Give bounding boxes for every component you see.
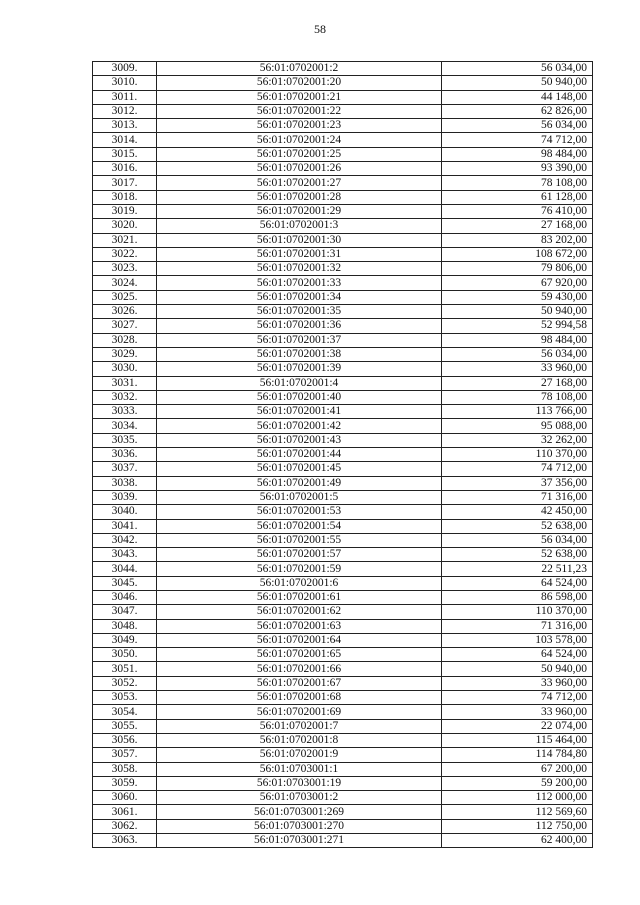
cadastral-number-cell: 56:01:0702001:49: [157, 476, 442, 490]
cadastral-number-cell: 56:01:0702001:3: [157, 219, 442, 233]
cadastral-value-cell: 78 108,00: [442, 176, 593, 190]
table-row: [93, 805, 593, 819]
cadastral-value-cell: 50 940,00: [442, 662, 593, 676]
cadastral-number-cell: 56:01:0702001:65: [157, 648, 442, 662]
cadastral-value-cell: 44 148,00: [442, 90, 593, 104]
cadastral-number-cell: 56:01:0702001:64: [157, 633, 442, 647]
table-row: [93, 633, 593, 647]
row-number-cell: 3011.: [93, 90, 157, 104]
cadastral-value-cell: 33 960,00: [442, 705, 593, 719]
cadastral-value-cell: 50 940,00: [442, 76, 593, 90]
row-number-cell: 3025.: [93, 290, 157, 304]
table-row: [93, 76, 593, 90]
cadastral-number-cell: 56:01:0702001:4: [157, 376, 442, 390]
row-number-cell: 3051.: [93, 662, 157, 676]
table-row: [93, 619, 593, 633]
cadastral-value-cell: 108 672,00: [442, 247, 593, 261]
row-number-cell: 3031.: [93, 376, 157, 390]
row-number-cell: 3026.: [93, 305, 157, 319]
table-row: [93, 505, 593, 519]
table-row: [93, 333, 593, 347]
cadastral-number-cell: 56:01:0702001:26: [157, 162, 442, 176]
cadastral-number-cell: 56:01:0702001:2: [157, 62, 442, 76]
row-number-cell: 3041.: [93, 519, 157, 533]
cadastral-number-cell: 56:01:0702001:44: [157, 448, 442, 462]
cadastral-number-cell: 56:01:0702001:61: [157, 590, 442, 604]
cadastral-value-cell: 59 430,00: [442, 290, 593, 304]
row-number-cell: 3010.: [93, 76, 157, 90]
row-number-cell: 3022.: [93, 247, 157, 261]
row-number-cell: 3016.: [93, 162, 157, 176]
cadastral-number-cell: 56:01:0702001:45: [157, 462, 442, 476]
cadastral-value-cell: 22 511,23: [442, 562, 593, 576]
row-number-cell: 3049.: [93, 633, 157, 647]
cadastral-value-cell: 42 450,00: [442, 505, 593, 519]
cadastral-number-cell: 56:01:0702001:57: [157, 548, 442, 562]
table-row: [93, 548, 593, 562]
table-row: [93, 519, 593, 533]
cadastral-number-cell: 56:01:0702001:7: [157, 719, 442, 733]
table-row: [93, 376, 593, 390]
table-row: [93, 305, 593, 319]
row-number-cell: 3027.: [93, 319, 157, 333]
cadastral-number-cell: 56:01:0702001:55: [157, 533, 442, 547]
cadastral-value-cell: 56 034,00: [442, 347, 593, 361]
table-row: [93, 733, 593, 747]
cadastral-value-cell: 83 202,00: [442, 233, 593, 247]
cadastral-value-cell: 64 524,00: [442, 648, 593, 662]
row-number-cell: 3060.: [93, 791, 157, 805]
cadastral-value-cell: 114 784,80: [442, 748, 593, 762]
table-row: [93, 90, 593, 104]
table-row: [93, 576, 593, 590]
table-row: [93, 176, 593, 190]
cadastral-value-cell: 56 034,00: [442, 533, 593, 547]
table-row: [93, 433, 593, 447]
table-row: [93, 247, 593, 261]
cadastral-value-cell: 93 390,00: [442, 162, 593, 176]
row-number-cell: 3061.: [93, 805, 157, 819]
row-number-cell: 3018.: [93, 190, 157, 204]
cadastral-value-cell: 115 464,00: [442, 733, 593, 747]
cadastral-number-cell: 56:01:0702001:43: [157, 433, 442, 447]
cadastral-value-cell: 62 826,00: [442, 104, 593, 118]
row-number-cell: 3058.: [93, 762, 157, 776]
table-row: [93, 262, 593, 276]
cadastral-value-cell: 103 578,00: [442, 633, 593, 647]
cadastral-number-cell: 56:01:0703001:19: [157, 776, 442, 790]
cadastral-value-cell: 64 524,00: [442, 576, 593, 590]
cadastral-number-cell: 56:01:0702001:69: [157, 705, 442, 719]
cadastral-value-cell: 52 638,00: [442, 519, 593, 533]
table-row: [93, 776, 593, 790]
cadastral-value-cell: 95 088,00: [442, 419, 593, 433]
cadastral-value-cell: 56 034,00: [442, 62, 593, 76]
table-row: [93, 562, 593, 576]
cadastral-value-cell: 76 410,00: [442, 204, 593, 218]
table-row: [93, 791, 593, 805]
table-row: [93, 319, 593, 333]
cadastral-number-cell: 56:01:0702001:38: [157, 347, 442, 361]
cadastral-number-cell: 56:01:0703001:269: [157, 805, 442, 819]
row-number-cell: 3047.: [93, 605, 157, 619]
cadastral-value-cell: 79 806,00: [442, 262, 593, 276]
cadastral-number-cell: 56:01:0703001:1: [157, 762, 442, 776]
cadastral-number-cell: 56:01:0702001:62: [157, 605, 442, 619]
cadastral-value-cell: 50 940,00: [442, 305, 593, 319]
cadastral-value-cell: 27 168,00: [442, 219, 593, 233]
cadastral-number-cell: 56:01:0702001:42: [157, 419, 442, 433]
cadastral-value-cell: 61 128,00: [442, 190, 593, 204]
cadastral-number-cell: 56:01:0702001:54: [157, 519, 442, 533]
row-number-cell: 3012.: [93, 104, 157, 118]
row-number-cell: 3017.: [93, 176, 157, 190]
table-row: [93, 347, 593, 361]
cadastral-number-cell: 56:01:0702001:6: [157, 576, 442, 590]
cadastral-value-cell: 67 920,00: [442, 276, 593, 290]
row-number-cell: 3014.: [93, 133, 157, 147]
row-number-cell: 3032.: [93, 390, 157, 404]
cadastral-number-cell: 56:01:0702001:24: [157, 133, 442, 147]
table-row: [93, 62, 593, 76]
row-number-cell: 3023.: [93, 262, 157, 276]
table-row: [93, 705, 593, 719]
row-number-cell: 3063.: [93, 834, 157, 848]
row-number-cell: 3029.: [93, 347, 157, 361]
cadastral-number-cell: 56:01:0702001:22: [157, 104, 442, 118]
cadastral-value-cell: 113 766,00: [442, 405, 593, 419]
cadastral-value-cell: 67 200,00: [442, 762, 593, 776]
table-row: [93, 390, 593, 404]
cadastral-number-cell: 56:01:0703001:271: [157, 834, 442, 848]
cadastral-number-cell: 56:01:0702001:33: [157, 276, 442, 290]
row-number-cell: 3043.: [93, 548, 157, 562]
table-row: [93, 190, 593, 204]
table-row: [93, 533, 593, 547]
cadastral-number-cell: 56:01:0702001:28: [157, 190, 442, 204]
cadastral-number-cell: 56:01:0702001:67: [157, 676, 442, 690]
cadastral-value-cell: 52 638,00: [442, 548, 593, 562]
table-row: [93, 448, 593, 462]
table-row: [93, 462, 593, 476]
cadastral-number-cell: 56:01:0702001:36: [157, 319, 442, 333]
cadastral-number-cell: 56:01:0702001:53: [157, 505, 442, 519]
table-row: [93, 362, 593, 376]
table-row: [93, 762, 593, 776]
table-row: [93, 748, 593, 762]
cadastral-value-cell: 62 400,00: [442, 834, 593, 848]
page-number: 58: [314, 22, 326, 36]
cadastral-number-cell: 56:01:0702001:20: [157, 76, 442, 90]
cadastral-number-cell: 56:01:0702001:25: [157, 147, 442, 161]
row-number-cell: 3053.: [93, 691, 157, 705]
cadastral-number-cell: 56:01:0702001:30: [157, 233, 442, 247]
cadastral-value-cell: 32 262,00: [442, 433, 593, 447]
cadastral-value-cell: 33 960,00: [442, 676, 593, 690]
cadastral-value-cell: 27 168,00: [442, 376, 593, 390]
cadastral-value-cell: 78 108,00: [442, 390, 593, 404]
table-row: [93, 290, 593, 304]
table-row: [93, 719, 593, 733]
cadastral-number-cell: 56:01:0702001:31: [157, 247, 442, 261]
cadastral-number-cell: 56:01:0702001:8: [157, 733, 442, 747]
row-number-cell: 3048.: [93, 619, 157, 633]
cadastral-value-cell: 110 370,00: [442, 448, 593, 462]
cadastral-value-cell: 74 712,00: [442, 462, 593, 476]
cadastral-value-table: [92, 61, 593, 848]
row-number-cell: 3037.: [93, 462, 157, 476]
row-number-cell: 3020.: [93, 219, 157, 233]
cadastral-value-cell: 56 034,00: [442, 119, 593, 133]
row-number-cell: 3033.: [93, 405, 157, 419]
cadastral-value-cell: 71 316,00: [442, 490, 593, 504]
cadastral-number-cell: 56:01:0702001:32: [157, 262, 442, 276]
cadastral-value-cell: 112 569,60: [442, 805, 593, 819]
row-number-cell: 3015.: [93, 147, 157, 161]
cadastral-number-cell: 56:01:0702001:40: [157, 390, 442, 404]
cadastral-number-cell: 56:01:0702001:29: [157, 204, 442, 218]
row-number-cell: 3054.: [93, 705, 157, 719]
table-row: [93, 147, 593, 161]
cadastral-value-cell: 86 598,00: [442, 590, 593, 604]
row-number-cell: 3056.: [93, 733, 157, 747]
cadastral-number-cell: 56:01:0702001:5: [157, 490, 442, 504]
cadastral-number-cell: 56:01:0702001:41: [157, 405, 442, 419]
cadastral-value-cell: 98 484,00: [442, 147, 593, 161]
cadastral-value-cell: 112 000,00: [442, 791, 593, 805]
row-number-cell: 3021.: [93, 233, 157, 247]
table-row: [93, 590, 593, 604]
row-number-cell: 3019.: [93, 204, 157, 218]
cadastral-number-cell: 56:01:0702001:9: [157, 748, 442, 762]
row-number-cell: 3030.: [93, 362, 157, 376]
cadastral-value-cell: 98 484,00: [442, 333, 593, 347]
row-number-cell: 3038.: [93, 476, 157, 490]
table-row: [93, 819, 593, 833]
row-number-cell: 3059.: [93, 776, 157, 790]
row-number-cell: 3036.: [93, 448, 157, 462]
row-number-cell: 3009.: [93, 62, 157, 76]
row-number-cell: 3052.: [93, 676, 157, 690]
cadastral-value-cell: 37 356,00: [442, 476, 593, 490]
row-number-cell: 3062.: [93, 819, 157, 833]
row-number-cell: 3045.: [93, 576, 157, 590]
table-row: [93, 490, 593, 504]
cadastral-value-cell: 74 712,00: [442, 691, 593, 705]
cadastral-number-cell: 56:01:0702001:23: [157, 119, 442, 133]
cadastral-value-cell: 33 960,00: [442, 362, 593, 376]
row-number-cell: 3057.: [93, 748, 157, 762]
cadastral-number-cell: 56:01:0702001:63: [157, 619, 442, 633]
row-number-cell: 3040.: [93, 505, 157, 519]
table-row: [93, 233, 593, 247]
cadastral-value-cell: 22 074,00: [442, 719, 593, 733]
row-number-cell: 3044.: [93, 562, 157, 576]
cadastral-value-cell: 112 750,00: [442, 819, 593, 833]
table-row: [93, 405, 593, 419]
cadastral-number-cell: 56:01:0702001:59: [157, 562, 442, 576]
row-number-cell: 3028.: [93, 333, 157, 347]
table-row: [93, 691, 593, 705]
table-row: [93, 276, 593, 290]
row-number-cell: 3046.: [93, 590, 157, 604]
row-number-cell: 3039.: [93, 490, 157, 504]
table-row: [93, 834, 593, 848]
cadastral-value-cell: 59 200,00: [442, 776, 593, 790]
row-number-cell: 3055.: [93, 719, 157, 733]
table-row: [93, 662, 593, 676]
row-number-cell: 3024.: [93, 276, 157, 290]
table-row: [93, 119, 593, 133]
cadastral-value-cell: 110 370,00: [442, 605, 593, 619]
table-row: [93, 104, 593, 118]
cadastral-number-cell: 56:01:0702001:39: [157, 362, 442, 376]
table-row: [93, 676, 593, 690]
row-number-cell: 3035.: [93, 433, 157, 447]
cadastral-number-cell: 56:01:0702001:27: [157, 176, 442, 190]
table-row: [93, 476, 593, 490]
table-row: [93, 419, 593, 433]
table-body: [93, 62, 593, 848]
cadastral-value-cell: 74 712,00: [442, 133, 593, 147]
cadastral-number-cell: 56:01:0702001:21: [157, 90, 442, 104]
table-row: [93, 605, 593, 619]
table-row: [93, 133, 593, 147]
cadastral-value-cell: 71 316,00: [442, 619, 593, 633]
cadastral-value-cell: 52 994,58: [442, 319, 593, 333]
cadastral-number-cell: 56:01:0702001:37: [157, 333, 442, 347]
row-number-cell: 3013.: [93, 119, 157, 133]
row-number-cell: 3034.: [93, 419, 157, 433]
table-row: [93, 219, 593, 233]
row-number-cell: 3050.: [93, 648, 157, 662]
cadastral-number-cell: 56:01:0702001:35: [157, 305, 442, 319]
cadastral-number-cell: 56:01:0702001:66: [157, 662, 442, 676]
cadastral-number-cell: 56:01:0703001:270: [157, 819, 442, 833]
cadastral-number-cell: 56:01:0703001:2: [157, 791, 442, 805]
table-row: [93, 204, 593, 218]
cadastral-number-cell: 56:01:0702001:34: [157, 290, 442, 304]
row-number-cell: 3042.: [93, 533, 157, 547]
table-row: [93, 162, 593, 176]
cadastral-number-cell: 56:01:0702001:68: [157, 691, 442, 705]
table-row: [93, 648, 593, 662]
